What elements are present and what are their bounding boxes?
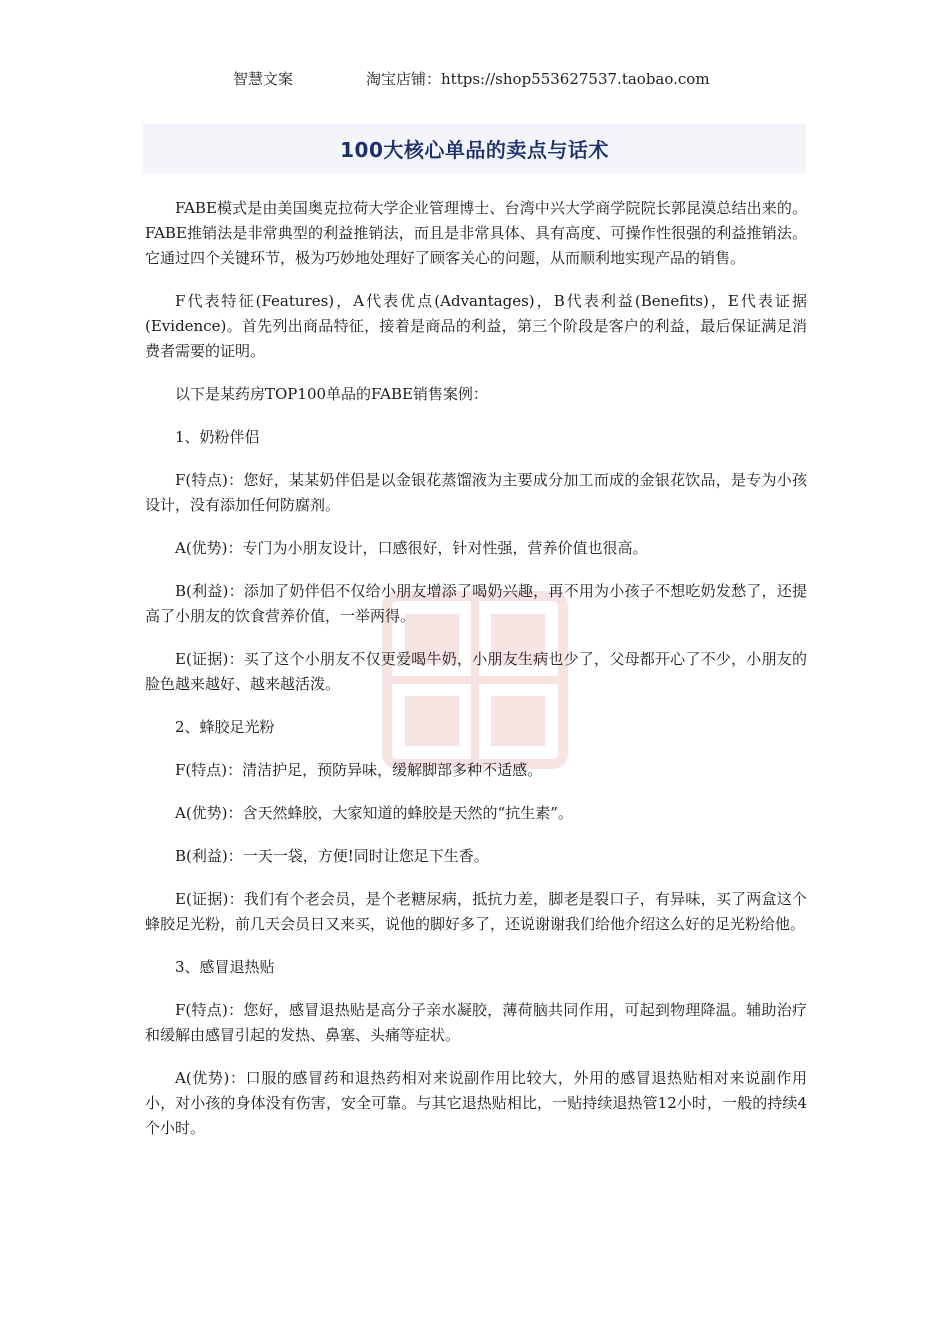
title-banner <box>143 124 806 173</box>
document-body <box>145 196 807 1159</box>
intro-paragraph: F代表特征(Features)，A代表优点(Advantages)，B代表利益(Benefits)，E代表证据(Evidence)。首先列出商品特征，接着是商品的利益，第三个阶段是客户的利益，最后保证满足消费者需要的证明。 <box>145 292 807 360</box>
product-heading: 1、奶粉伴侣 <box>175 428 260 446</box>
advantage-paragraph: A(优势)：含天然蜂胶，大家知道的蜂胶是天然的“抗生素”。 <box>175 804 573 822</box>
evidence-paragraph: E(证据)：买了这个小朋友不仅更爱喝牛奶，小朋友生病也少了，父母都开心了不少，小朋友的脸色越来越好、越来越活泼。 <box>145 650 807 693</box>
advantage-paragraph: A(优势)：口服的感冒药和退热药相对来说副作用比较大，外用的感冒退热贴相对来说副作用小，对小孩的身体没有伤害，安全可靠。与其它退热贴相比，一贴持续退热管12小时，一般的持续4个小时。 <box>145 1069 807 1137</box>
intro-paragraph: FABE模式是由美国奥克拉荷大学企业管理博士、台湾中兴大学商学院院长郭昆漠总结出来的。FABE推销法是非常典型的利益推销法，而且是非常具体、具有高度、可操作性很强的利益推销法。它通过四个关键环节，极为巧妙地处理好了顾客关心的问题，从而顺利地实现产品的销售。 <box>145 199 807 267</box>
feature-paragraph: F(特点)：清洁护足，预防异味，缓解脚部多种不适感。 <box>175 761 543 779</box>
shop-link-text: 淘宝店铺：https://shop553627537.taobao.com <box>366 70 710 88</box>
evidence-paragraph: E(证据)：我们有个老会员，是个老糖尿病，抵抗力差，脚老是裂口子，有异味，买了两盒这个蜂胶足光粉，前几天会员日又来买，说他的脚好多了，还说谢谢我们给他介绍这么好的足光粉给他。 <box>145 890 807 933</box>
page-title: 100大核心单品的卖点与话术 <box>340 138 609 162</box>
brand-label: 智慧文案 <box>233 70 294 88</box>
product-heading: 2、蜂胶足光粉 <box>175 718 275 736</box>
benefit-paragraph: B(利益)：一天一袋，方便!同时让您足下生香。 <box>175 847 489 865</box>
advantage-paragraph: A(优势)：专门为小朋友设计，口感很好，针对性强，营养价值也很高。 <box>175 539 648 557</box>
product-heading: 3、感冒退热贴 <box>175 958 275 976</box>
feature-paragraph: F(特点)：您好，某某奶伴侣是以金银花蒸馏液为主要成分加工而成的金银花饮品，是专为小孩设计，没有添加任何防腐剂。 <box>145 471 807 514</box>
benefit-paragraph: B(利益)：添加了奶伴侣不仅给小朋友增添了喝奶兴趣，再不用为小孩子不想吃奶发愁了，还提高了小朋友的饮食营养价值，一举两得。 <box>145 582 807 625</box>
page-header <box>0 66 950 92</box>
intro-paragraph: 以下是某药房TOP100单品的FABE销售案例： <box>175 385 488 403</box>
feature-paragraph: F(特点)：您好，感冒退热贴是高分子亲水凝胶，薄荷脑共同作用，可起到物理降温。辅助治疗和缓解由感冒引起的发热、鼻塞、头痛等症状。 <box>145 1001 807 1044</box>
